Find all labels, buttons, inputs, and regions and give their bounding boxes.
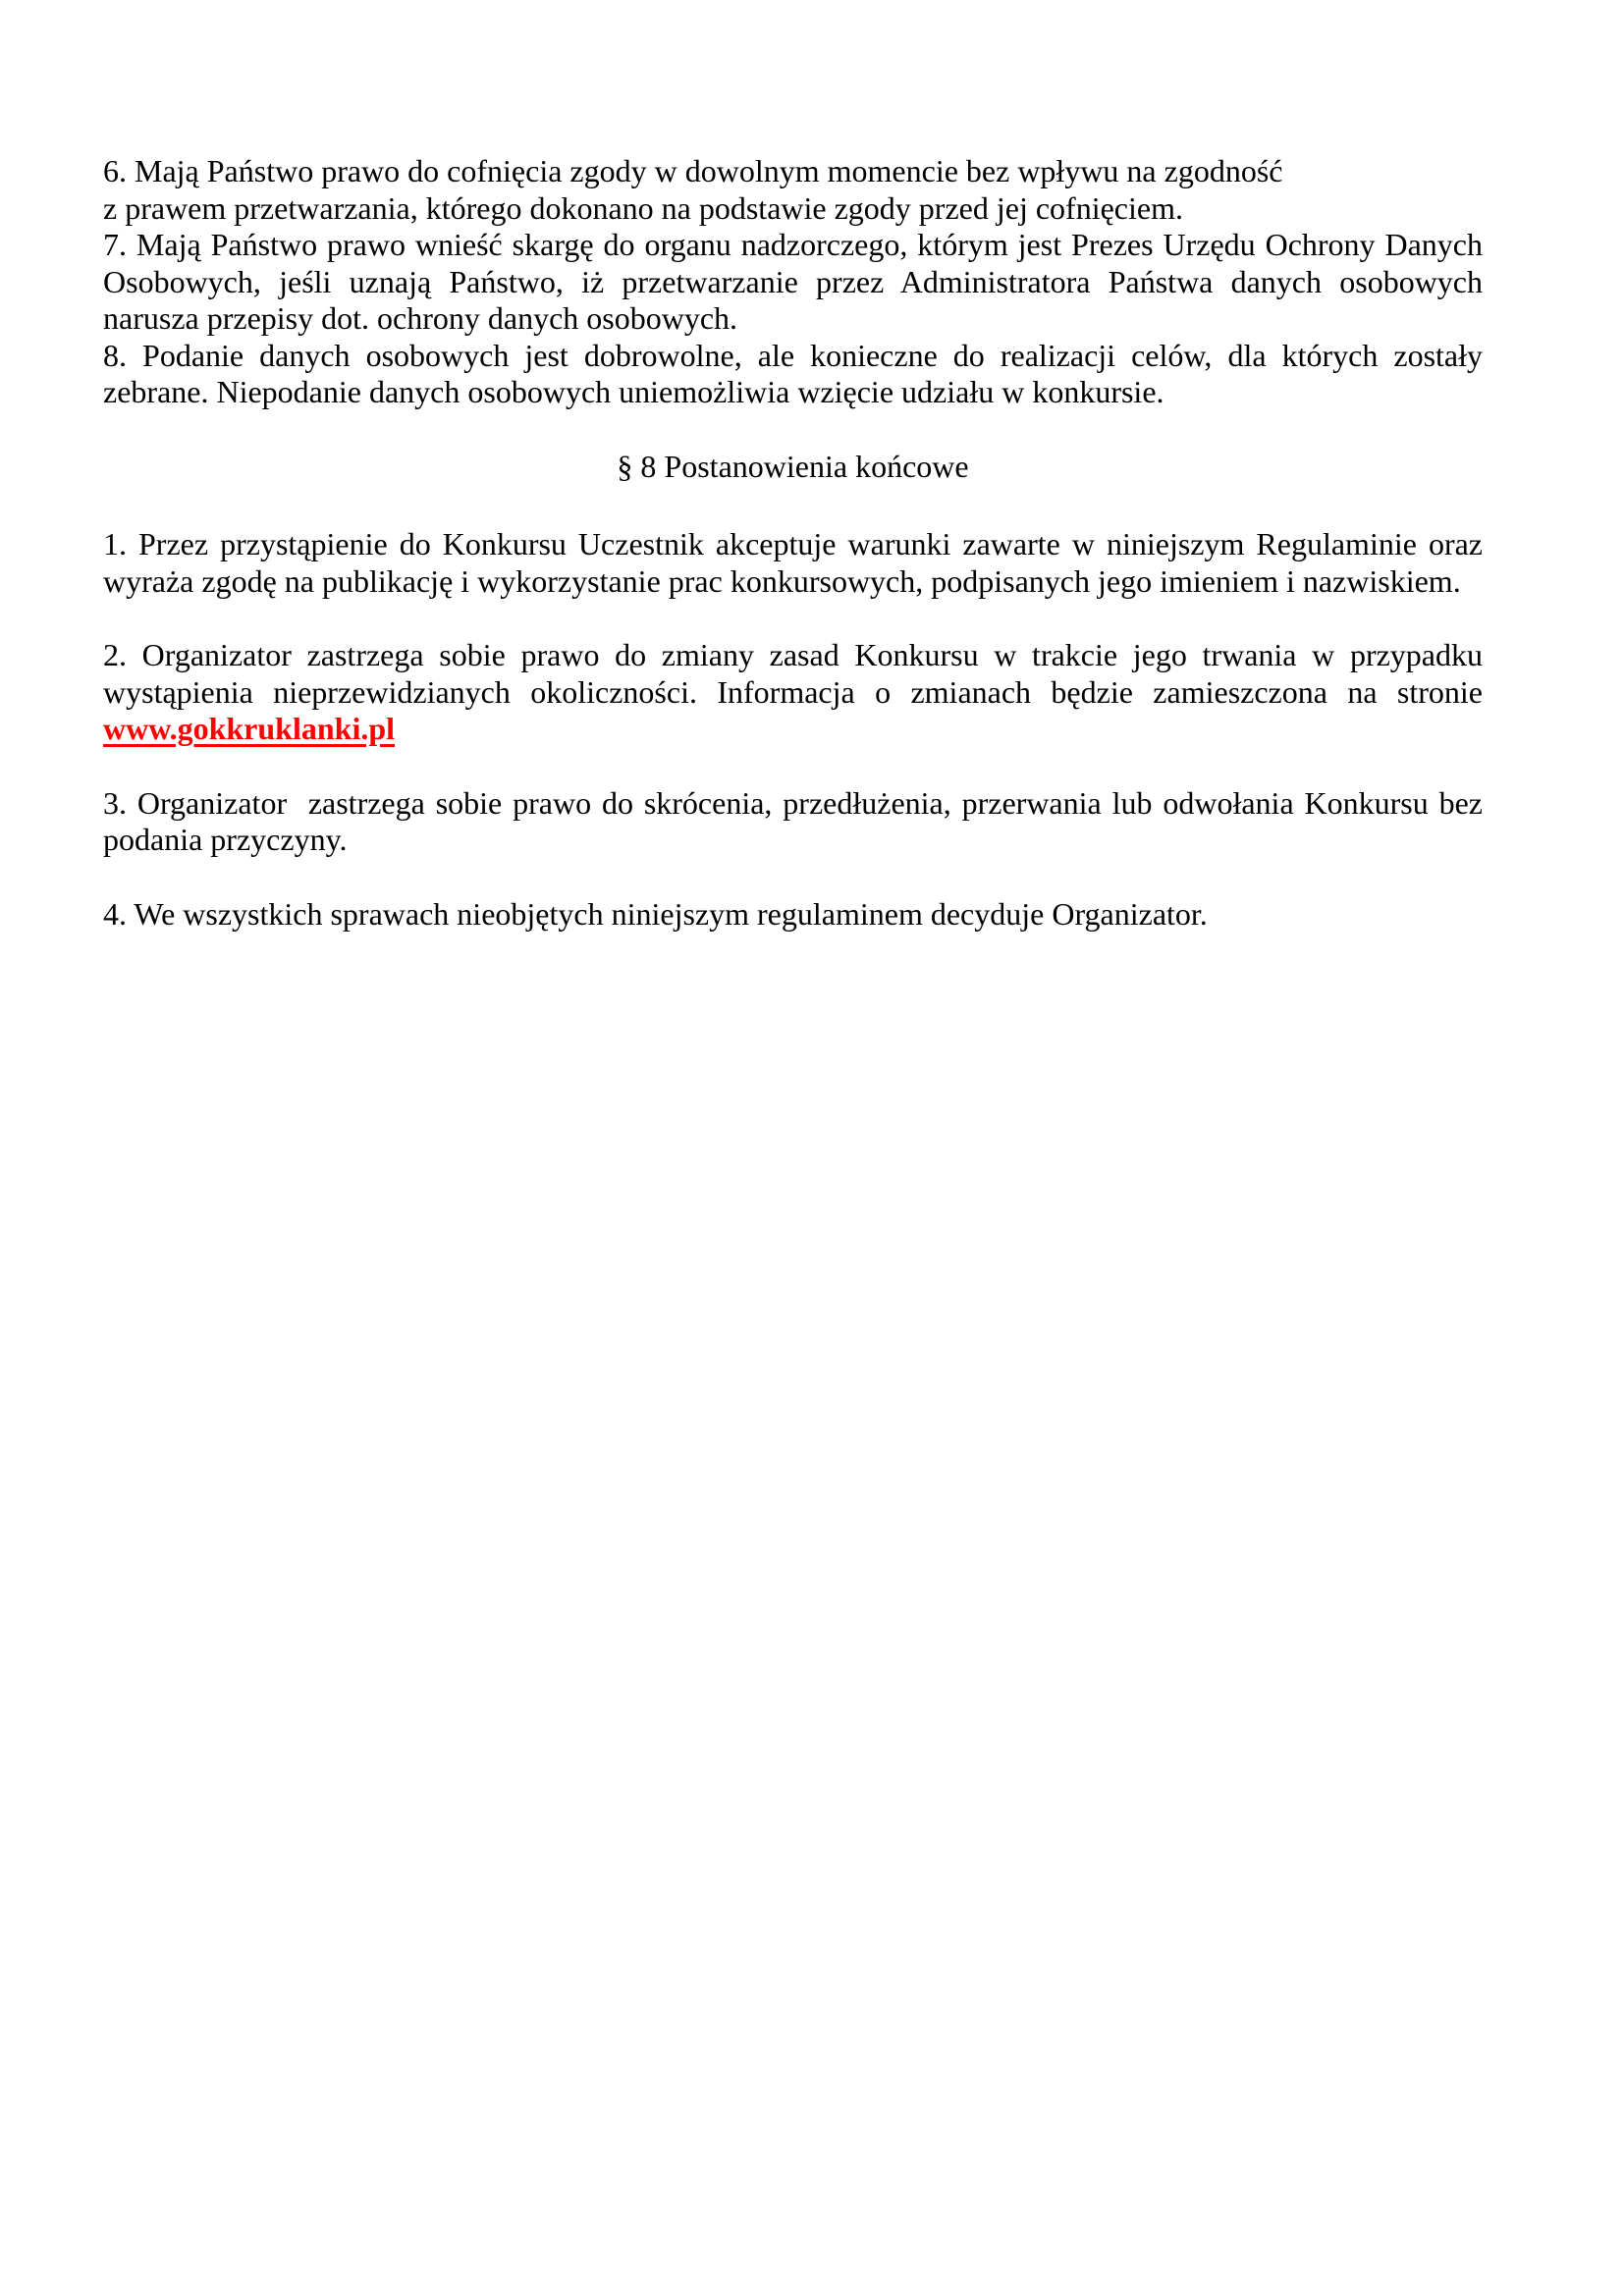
final-clause-4: 4. We wszystkich sprawach nieobjętych niniejszym regulaminem decyduje Organizator. (103, 895, 1208, 932)
data-protection-clauses (103, 153, 1483, 411)
final-clause-1: 1. Przez przystąpienie do Konkursu Uczestnik akceptuje warunki zawarte w niniejszym Regulaminie oraz wyraża zgodę na publikację i wykorzystanie prac konkursowych, podpisanych jego imieniem i nazwiskiem. (103, 526, 1483, 599)
clause-6 (103, 153, 1483, 227)
clause-8: 8. Podanie danych osobowych jest dobrowolne, ale konieczne do realizacji celów, dla których zostały zebrane. Niepodanie danych osobowych uniemożliwia wzięcie udziału w konkursie. (103, 337, 1483, 409)
clause-6-line-2: z prawem przetwarzania, którego dokonano na podstawie zgody przed jej cofnięciem. (103, 189, 1183, 226)
website-link[interactable]: www.gokkruklanki.pl (103, 711, 396, 746)
final-clause-2 (103, 637, 1483, 748)
final-clause-2-text: 2. Organizator zastrzega sobie prawo do zmiany zasad Konkursu w trakcie jego trwania w przypadku wystąpienia nieprzewidzianych okoliczności. Informacja o zmianach będzie zamieszczona na stronie (103, 637, 1483, 710)
document-content (103, 153, 1483, 970)
final-clause-3: 3. Organizator zastrzega sobie prawo do skrócenia, przedłużenia, przerwania lub odwołania Konkursu bez podania przyczyny. (103, 784, 1483, 857)
section-heading: § 8 Postanowienia końcowe (617, 448, 969, 484)
clause-7: 7. Mają Państwo prawo wnieść skargę do organu nadzorczego, którym jest Prezes Urzędu Ochrony Danych Osobowych, jeśli uznają Państwo, iż przetwarzanie przez Administratora Państwa danych osobowych narusza przepisy dot. ochrony danych osobowych. (103, 227, 1483, 336)
clause-6-line-1: 6. Mają Państwo prawo do cofnięcia zgody w dowolnym momencie bez wpływu na zgodność (103, 153, 1283, 188)
final-provisions (103, 526, 1483, 933)
